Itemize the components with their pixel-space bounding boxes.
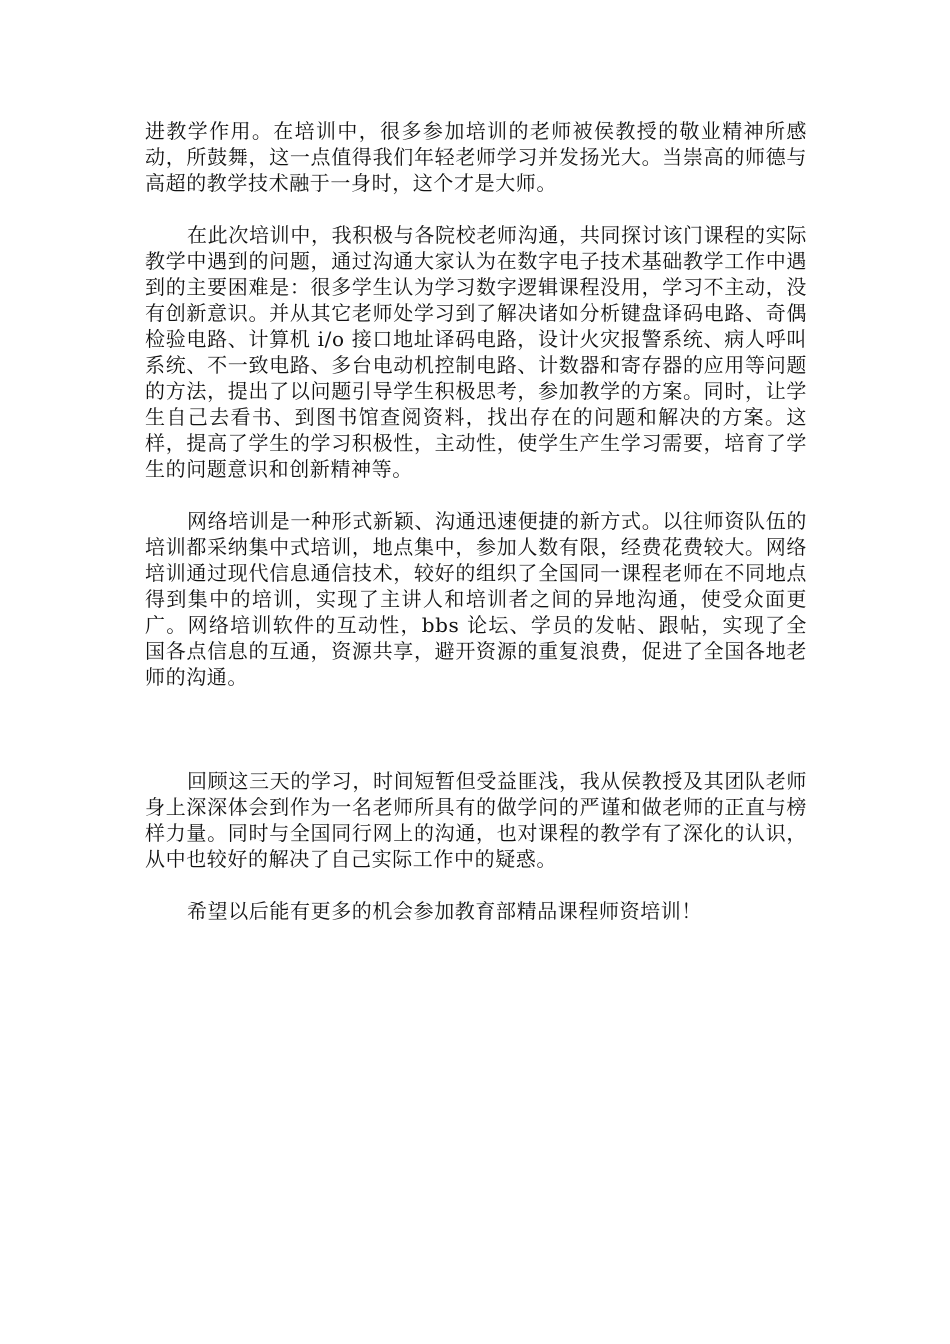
paragraph-3: 网络培训是一种形式新颖、沟通迅速便捷的新方式。以往师资队伍的培训都采纳集中式培训，地点集中，参加人数有限，经费花费较大。网络培训通过现代信息通信技术，较好的组织了全国同一课程老师在不同地点得到集中的培训，实现了主讲人和培训者之间的异地沟通，使受众面更广。网络培训软件的互动性，bbs 论坛、学员的发帖、跟帖，实现了全国各点信息的互通，资源共享，避开资源的重复浪费，促进了全国各地老师的沟通。 — [145, 509, 807, 689]
paragraph-1: 进教学作用。在培训中，很多参加培训的老师被侯教授的敬业精神所感动，所鼓舞，这一点值得我们年轻老师学习并发扬光大。当崇高的师德与高超的教学技术融于一身时，这个才是大师。 — [145, 119, 807, 195]
paragraph-4: 回顾这三天的学习，时间短暂但受益匪浅，我从侯教授及其团队老师身上深深体会到作为一名老师所具有的做学问的严谨和做老师的正直与榜样力量。同时与全国同行网上的沟通，也对课程的教学有了深化的认识，从中也较好的解决了自己实际工作中的疑惑。 — [145, 769, 807, 871]
paragraph-5: 希望以后能有更多的机会参加教育部精品课程师资培训！ — [187, 899, 702, 923]
paragraph-2: 在此次培训中，我积极与各院校老师沟通，共同探讨该门课程的实际教学中遇到的问题，通过沟通大家认为在数字电子技术基础教学工作中遇到的主要困难是：很多学生认为学习数字逻辑课程没用，学习不主动，没有创新意识。并从其它老师处学习到了解决诸如分析键盘译码电路、奇偶检验电路、计算机 i/o 接口地址译码电路，设计火灾报警系统、病人呼叫系统、不一致电路、多台电动机控制电路、计数器和寄存器的应用等问题的方法，提出了以问题引导学生积极思考，参加教学的方案。同时，让学生自己去看书、到图书馆查阅资料，找出存在的问题和解决的方案。这样，提高了学生的学习积极性，主动性，使学生产生学习需要，培育了学生的问题意识和创新精神等。 — [145, 223, 807, 481]
document-body — [145, 118, 807, 924]
